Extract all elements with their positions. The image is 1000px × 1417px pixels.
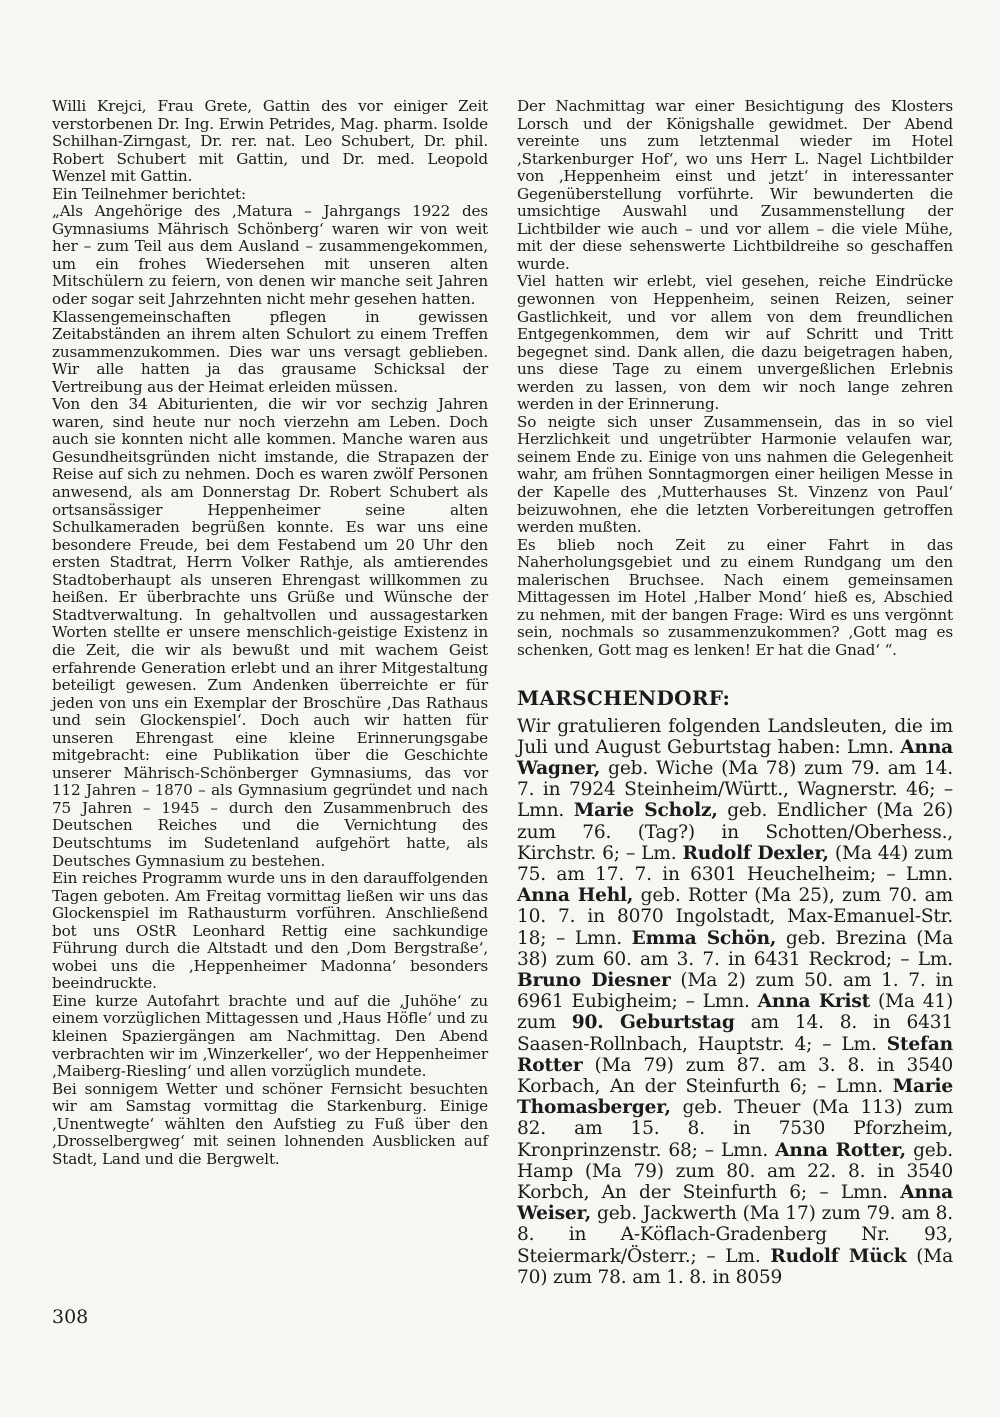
person-name: Marie Scholz, [573, 800, 718, 822]
person-name: Anna Hehl, [517, 885, 634, 907]
report-continuation [517, 98, 953, 660]
person-details: geb. Jackwerth (Ma 17) zum 79. am 8. 8. in A-Köflach-Gradenberg Nr. 93, Steiermark/Österr.; – Lm. [517, 1203, 953, 1267]
birthday-intro: Wir gratulieren folgenden Landsleuten, die im Juli und August Geburtstag haben: Lmn. [517, 715, 953, 758]
paragraph-klassengemeinschaften: Klassengemeinschaften pflegen in gewissen Zeitabständen an ihrem alten Schulort zu einem Treffen zusammenzukommen. Dies war uns versagt geblieben. Wir alle hatten ja das grausame Schicksal der Vertreibung aus der Heimat erleiden müssen. [52, 307, 488, 396]
right-column [517, 98, 953, 1288]
person-name: Bruno Diesner [517, 969, 671, 991]
birthday-list [517, 716, 953, 1288]
person-details: geb. Wiche (Ma 78) zum 79. am 14. 7. in 7924 Steinheim/Württ., Wagnerstr. 46; – Lmn. [517, 757, 953, 822]
paragraph-starkenburg: Bei sonnigem Wetter und schöner Fernsicht besuchten wir am Samstag vormittag die Starkenburg. Einige ‚Unentwegte‘ wählten den Aufstieg zu Fuß über den ‚Drosselbergweg‘ mit seinen lohnenden Ausblicken auf Stadt, Land und die Bergwelt. [52, 1079, 488, 1168]
paragraph-lorsch: Der Nachmittag war einer Besichtigung des Klosters Lorsch und der Königshalle gewidmet. Der Abend vereinte uns zum letztenmal wieder im Hotel ‚Starkenburger Hof‘, wo uns Herr L. Nagel Lichtbilder von ‚Heppenheim einst und jetzt‘ in interessanter Gegenüberstellung vorführte. Wir bewunderten die umsichtige Auswahl und Zusammenstellung der Lichtbilder wie auch – und vor allem – die viele Mühe, mit der diese sehenswerte Lichtbildreihe so geschaffen wurde. [517, 97, 953, 273]
paragraph-zusammensein: So neigte sich unser Zusammensein, das in so viel Herzlichkeit und ungetrübter Harmonie velaufen war, seinem Ende zu. Einige von uns nahmen die Gelegenheit wahr, am frühen Sonntagmorgen einer heiligen Messe in der Kapelle des ‚Mutterhauses St. Vinzenz von Paul‘ beizuwohnen, ehe die letzten Vorbereitungen getroffen werden mußten. [517, 412, 953, 537]
person-details: (Ma 44) zum 75. am 17. 7. in 6301 Heuchelheim; – Lmn. [517, 842, 953, 885]
paragraph-attendees: Willi Krejci, Frau Grete, Gattin des vor einiger Zeit verstorbenen Dr. Ing. Erwin Petrides, Mag. pharm. Isolde Schilhan-Zirngast, Dr. rer. nat. Leo Schubert, Dr. phil. Robert Schubert mit Gattin, und Dr. med. Leopold Wenzel mit Gattin. [52, 97, 488, 186]
person-name: Anna Weiser, [517, 1181, 953, 1225]
person-name: Rudolf Dexler, [682, 842, 829, 864]
left-column [52, 98, 488, 1168]
person-details: am 14. 8. in 6431 Saasen-Rollnbach, Hauptstr. 4; – Lm. [517, 1012, 953, 1055]
person-name: Marie Thomasberger, [517, 1075, 953, 1119]
person-details: geb. Hamp (Ma 79) zum 80. am 22. 8. in 3540 Korbch, An der Steinfurth 6; – Lmn. [517, 1139, 953, 1203]
person-details: geb. Theuer (Ma 113) zum 82. am 15. 8. in 7530 Pforzheim, Kronprinzenstr. 68; – Lmn. [517, 1097, 953, 1161]
person-details: (Ma 70) zum 78. am 1. 8. in 8059 [517, 1245, 954, 1288]
person-details: geb. Rotter (Ma 25), zum 70. am 10. 7. in 8070 Ingolstadt, Max-Emanuel-Str. 18; – Lmn. [517, 885, 953, 949]
person-name: Rudolf Mück [770, 1245, 907, 1267]
person-details: geb. Endlicher (Ma 26) zum 76. (Tag?) in Schotten/Oberhess., Kirchstr. 6; – Lm. [517, 800, 953, 864]
paragraph-autofahrt: Eine kurze Autofahrt brachte und auf die ‚Juhöhe‘ zu einem vorzüglichen Mittagessen und ‚Haus Höfle‘ und zu kleinen Spaziergängen am Nachmittag. Den Abend verbrachten wir im ‚Winzerkeller‘, wo der Heppenheimer ‚Maiberg-Riesling‘ und allen vorzüglich mundete. [52, 991, 488, 1081]
person-details: (Ma 41) zum [517, 991, 954, 1034]
person-name: Anna Rotter, [775, 1139, 906, 1161]
paragraph-erlebt: Viel hatten wir erlebt, viel gesehen, reiche Eindrücke gewonnen von Heppenheim, seinen Reizen, seiner Gastlichkeit, und vor allem von dem freundlichen Entgegenkommen, dem wir auf Schritt und Tritt begegnet sind. Dank allen, die dazu beigetragen haben, uns diese Tage zu einem unvergeßlichen Erlebnis werden zu lassen, von dem wir noch lange zehren werden in der Erinnerung. [517, 272, 953, 414]
person-name: Anna Wagner, [517, 736, 953, 779]
paragraph-matura: „Als Angehörige des ‚Matura – Jahrgangs 1922 des Gymnasiums Mährisch Schönberg‘ waren wir von weit her – zum Teil aus dem Ausland – zusammengekommen, um ein frohes Wiedersehen mit unseren alten Mitschülern zu feiern, von denen wir manche seit Jahren oder sogar seit Jahrzehnten nicht mehr gesehen hatten. [52, 202, 488, 309]
section-heading-marschendorf: MARSCHENDORF: [517, 685, 731, 710]
person-details: (Ma 2) zum 50. am 1. 7. in 6961 Eubigheim; – Lmn. [517, 969, 953, 1013]
birthday-milestone: 90. Geburtstag [571, 1012, 735, 1034]
person-name: Emma Schön, [631, 927, 777, 949]
person-name: Anna Krist [757, 991, 870, 1013]
paragraph-abschied: Es blieb noch Zeit zu einer Fahrt in das Naherholungsgebiet und zu einem Rundgang um den malerischen Bruchsee. Nach einem gemeinsamen Mittagessen im Hotel ‚Halber Mond‘ hieß es, Abschied zu nehmen, mit der bangen Frage: Wird es uns vergönnt sein, nochmals so zusammenzukommen? ‚Gott mag es schenken, Gott mag es lenken! Er hat die Gnad‘ “. [517, 535, 953, 659]
paragraph-report-intro: Ein Teilnehmer berichtet: [52, 184, 246, 203]
person-details: geb. Brezina (Ma 38) zum 60. am 3. 7. in 6431 Reckrod; – Lm. [517, 927, 953, 970]
person-details: (Ma 79) zum 87. am 3. 8. in 3540 Korbach, An der Steinfurth 6; – Lmn. [517, 1054, 953, 1097]
birthday-paragraph [517, 716, 953, 1288]
page-number: 308 [52, 1306, 89, 1328]
paragraph-abiturienten: Von den 34 Abiturienten, die wir vor sechzig Jahren waren, sind heute nur noch vierzehn am Leben. Doch auch sie konnten nicht alle kommen. Manche waren aus Gesundheitsgründen nicht imstande, die Strapazen der Reise auf sich zu nehmen. Doch es waren zwölf Personen anwesend, als am Donnerstag Dr. Robert Schubert als ortsansässiger Heppenheimer seine alten Schulkameraden begrüßen konnte. Es war uns eine besondere Freude, bei dem Festabend um 20 Uhr den ersten Stadtrat, Herrn Volker Rathje, als amtierendes Stadtoberhaupt als unseren Ehrengast willkommen zu heißen. Er überbrachte uns Grüße und Wünsche der Stadtverwaltung. In gehaltvollen und aussagestarken Worten stellte er unsere menschlich-geistige Existenz in die Zeit, die wir als bewußt und mit wachem Geist erfahrende Generation erlebt und an ihrer Mitgestaltung beteiligt gewesen. Zum Andenken überreichte er für jeden von uns ein Exemplar der Broschüre ‚Das Rathaus und sein Glockenspiel‘. Doch auch wir hatten für unseren Ehrengast eine kleine Erinnerungsgabe mitgebracht: eine Publikation über die Geschichte unserer Mährisch-Schönberger Gymnasiums, das vor 112 Jahren – 1870 – als Gymnasium gegründet und nach 75 Jahren – 1945 – durch den Zusammenbruch des Deutschen Reiches und die Vernichtung des Deutschtums im Sudetenland aufgehört hatte, als Deutsches Gymnasium zu bestehen. [52, 395, 488, 870]
person-name: Stefan Rotter [517, 1033, 953, 1076]
paragraph-programm: Ein reiches Programm wurde uns in den darauffolgenden Tagen geboten. Am Freitag vormittag ließen wir uns das Glockenspiel im Rathausturm vorführen. Anschließend bot uns OStR Leonhard Rettig eine sachkundige Führung durch die Altstadt und den ‚Dom Bergstraße‘, wobei uns die ‚Heppenheimer Madonna‘ besonders beeindruckte. [52, 869, 488, 993]
